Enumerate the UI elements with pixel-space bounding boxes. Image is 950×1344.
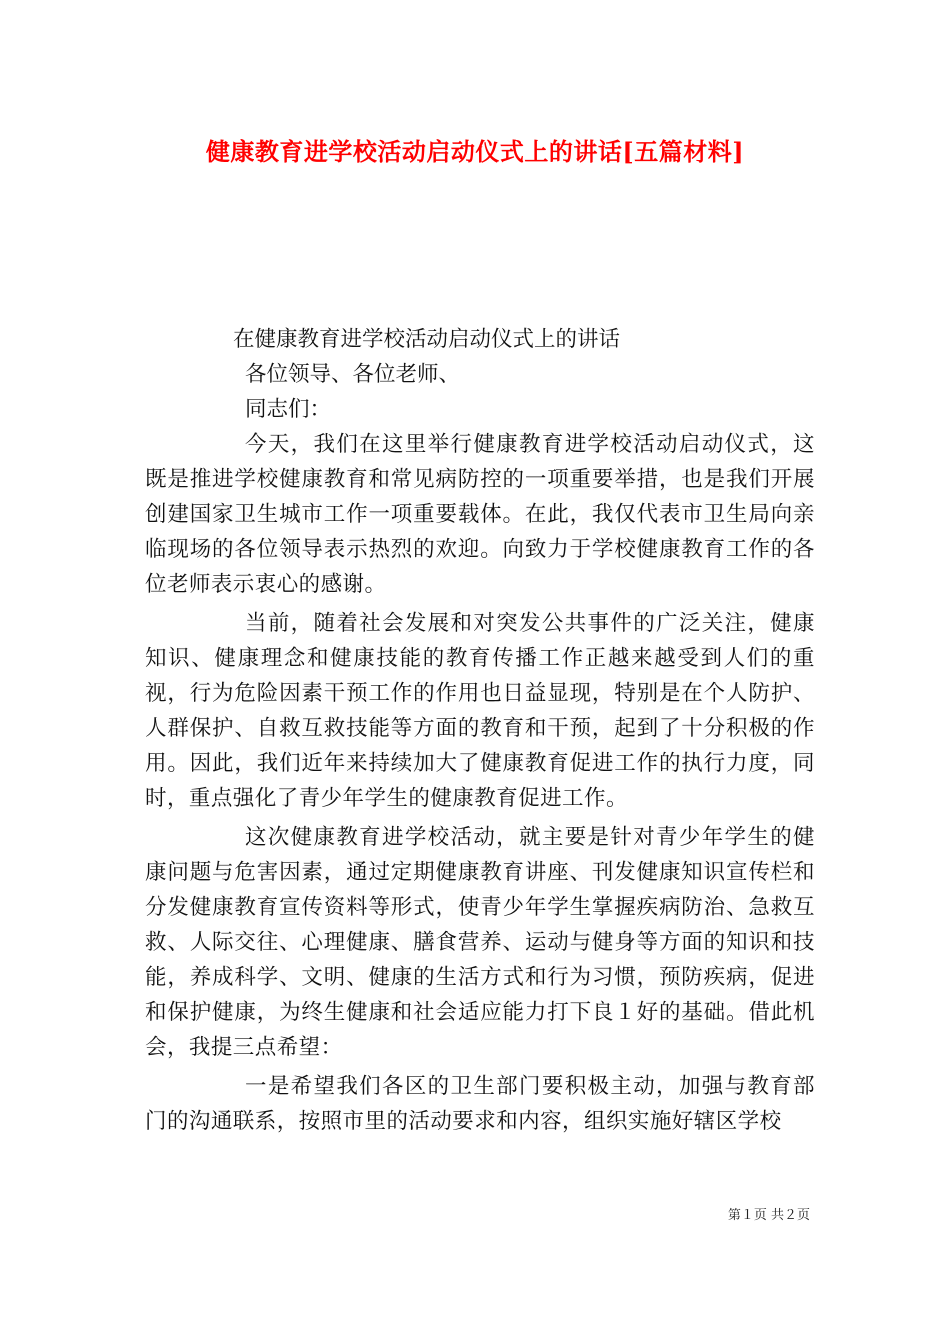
speech-title: 在健康教育进学校活动启动仪式上的讲话 — [233, 327, 621, 352]
paragraph-background: 当前，随着社会发展和对突发公共事件的广泛关注，健康知识、健康理念和健康技能的教育传播工作正越来越受到人们的重视，行为危险因素干预工作的作用也日益显现，特别是在个人防护、人群保护、自救互救技能等方面的教育和干预，起到了十分积极的作用。因此，我们近年来持续加大了健康教育促进工作的执行力度，同时，重点强化了青少年学生的健康教育促进工作。 — [145, 611, 815, 811]
paragraph-hope-one: 一是希望我们各区的卫生部门要积极主动，加强与教育部门的沟通联系，按照市里的活动要求和内容，组织实施好辖区学校 — [145, 1074, 815, 1134]
paragraph-activity: 这次健康教育进学校活动，就主要是针对青少年学生的健康问题与危害因素，通过定期健康教育讲座、刊发健康知识宣传栏和分发健康教育宣传资料等形式，使青少年学生掌握疾病防治、急救互救、人际交往、心理健康、膳食营养、运动与健身等方面的知识和技能，养成科学、文明、健康的生活方式和行为习惯，预防疾病，促进和保护健康，为终生健康和社会适应能力打下良１好的基础。借此机会，我提三点希望： — [145, 825, 815, 1060]
salutation-comrades: 同志们： — [245, 397, 332, 422]
salutation-leaders: 各位领导、各位老师、 — [245, 362, 461, 387]
paragraph-opening: 今天，我们在这里举行健康教育进学校活动启动仪式，这既是推进学校健康教育和常见病防控的一项重要举措，也是我们开展创建国家卫生城市工作一项重要载体。在此，我仅代表市卫生局向亲临现场的各位领导表示热烈的欢迎。向致力于学校健康教育工作的各位老师表示衷心的感谢。 — [145, 432, 815, 597]
page-number: 第１页 共２页 — [727, 1208, 810, 1223]
document-title: 健康教育进学校活动启动仪式上的讲话[五篇材料] — [205, 137, 745, 166]
document-body — [145, 322, 815, 1139]
